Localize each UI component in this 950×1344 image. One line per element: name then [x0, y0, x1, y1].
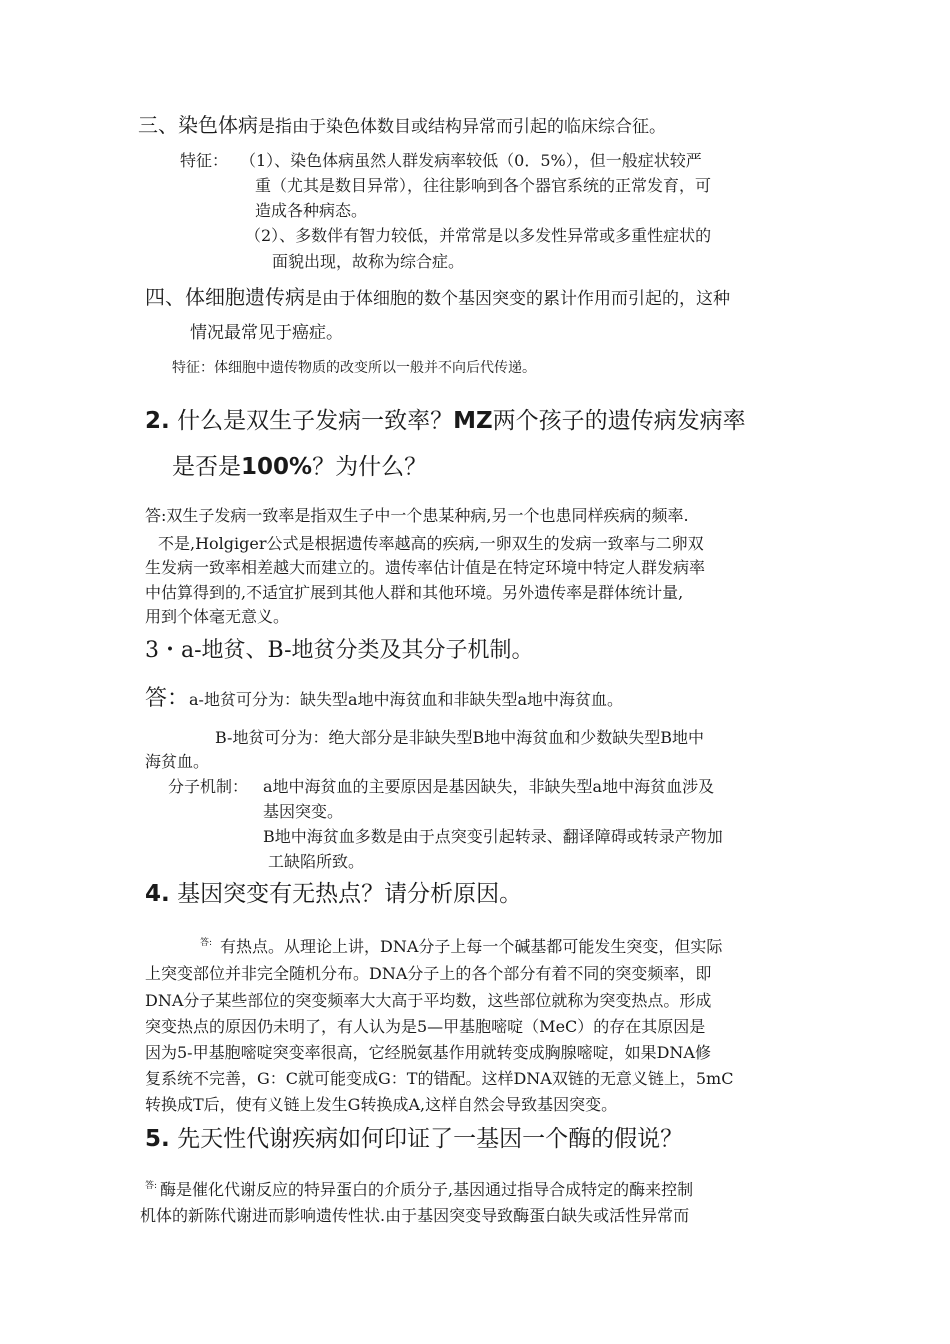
question-2-title-part-c: 两个孩子的遗传病发病率: [492, 408, 746, 434]
question-4-answer-line-3: DNA分子某些部位的突变频率大大高于平均数，这些部位就称为突变热点。形成: [145, 991, 712, 1010]
question-3-title: 3・a-地贫、B-地贫分类及其分子机制。: [145, 638, 534, 663]
question-5-answer-mark: 答:: [145, 1181, 158, 1191]
question-4-answer-mark: 答:: [200, 938, 213, 948]
section-4-desc-line-2: 情况最常见于癌症。: [190, 323, 343, 343]
question-2-answer-line-5: 用到个体毫无意义。: [145, 607, 290, 626]
question-4-answer-line-7: 转换成T后，使有义链上发生G转换成A,这样自然会导致基因突变。: [145, 1095, 618, 1114]
question-2-answer-line-1: 答:双生子发病一致率是指双生子中一个患某种病,另一个也患同样疾病的频率.: [145, 506, 689, 525]
question-3-answer-line-1: [145, 688, 623, 710]
question-3-mechanism-alpha-line-1: a地中海贫血的主要原因是基因缺失，非缺失型a地中海贫血涉及: [263, 777, 715, 796]
question-4-title-line: [145, 883, 522, 906]
question-2-title-100pct: 100%: [241, 454, 313, 480]
question-5-answer-line-2: 机体的新陈代谢进而影响遗传性状.由于基因突变导致酶蛋白缺失或活性异常而: [140, 1206, 690, 1225]
question-2-answer-line-2: 不是,Holgiger公式是根据遗传率越高的疾病,一卵双生的发病一致率与二卵双: [158, 534, 704, 553]
section-3-feature-1-line-1: （1）、染色体病虽然人群发病率较低（0．5%），但一般症状较严: [240, 151, 702, 170]
question-5-title: 先天性代谢疾病如何印证了一基因一个酶的假说？: [177, 1126, 684, 1152]
section-3-desc: 是指由于染色体数目或结构异常而引起的临床综合征。: [258, 117, 666, 137]
section-3-feature-2-line-1: （2）、多数伴有智力较低，并常常是以多发性异常或多重性症状的: [245, 226, 712, 245]
question-3-alpha-classification: a-地贫可分为：缺失型a地中海贫血和非缺失型a地中海贫血。: [189, 690, 624, 709]
question-2-title-line-2: [172, 456, 427, 479]
question-5-answer-line-1: 酶是催化代谢反应的特异蛋白的介质分子,基因通过指导合成特定的酶来控制: [160, 1180, 694, 1199]
question-3-beta-line-1: B-地贫可分为：绝大部分是非缺失型B地中海贫血和少数缺失型B地中: [215, 728, 704, 747]
question-2-title-part-a: 什么是双生子发病一致率？: [177, 408, 454, 434]
question-3-mechanism-beta-line-2: 工缺陷所致。: [268, 852, 365, 871]
question-4-answer-line-4: 突变热点的原因仍未明了，有人认为是5—甲基胞嘧啶（MeC）的存在其原因是: [145, 1017, 706, 1036]
question-2-answer-line-3: 生发病一致率相差越大而建立的。遗传率估计值是在特定环境中特定人群发病率: [145, 558, 706, 577]
section-3-feature-1-line-3: 造成各种病态。: [255, 201, 368, 220]
question-2-title-line-2-a: 是否是: [172, 454, 241, 480]
section-4-heading: [145, 287, 730, 308]
question-2-title-line-2-c: ？为什么？: [312, 454, 428, 480]
question-3-mechanism-beta-line-1: B地中海贫血多数是由于点突变引起转录、翻译障碍或转录产物加: [263, 827, 723, 846]
question-4-title: 基因突变有无热点？请分析原因。: [177, 881, 523, 907]
section-3-feature-2-line-2: 面貌出现，故称为综合症。: [272, 252, 465, 271]
question-3-beta-line-2: 海贫血。: [145, 752, 210, 771]
question-4-answer-line-1: 有热点。从理论上讲，DNA分子上每一个碱基都可能发生突变，但实际: [220, 937, 723, 956]
section-3-heading: [138, 115, 666, 136]
question-5-title-line: [145, 1128, 683, 1151]
question-4-answer-line-2: 上突变部位并非完全随机分布。DNA分子上的各个部分有着不同的突变频率，即: [145, 964, 712, 983]
question-4-answer-line-6: 复系统不完善，G：C就可能变成G：T的错配。这样DNA双链的无意义链上，5mC: [145, 1069, 734, 1088]
section-4-title: 四、体细胞遗传病: [145, 285, 305, 309]
question-4-number: 4.: [145, 881, 170, 907]
question-2-title-mz: MZ: [453, 408, 493, 434]
question-3-mechanism-alpha-line-2: 基因突变。: [263, 802, 344, 821]
question-2-number: 2.: [145, 408, 170, 434]
section-3-feature-label: 特征：: [180, 151, 229, 170]
section-3-feature-1-line-2: 重（尤其是数目异常），往往影响到各个器官系统的正常发育，可: [255, 176, 712, 195]
question-3-mechanism-label: 分子机制：: [168, 777, 249, 796]
section-4-desc-line-1: 是由于体细胞的数个基因突变的累计作用而引起的，这种: [305, 289, 730, 309]
question-5-number: 5.: [145, 1126, 170, 1152]
section-4-feature: 特征：体细胞中遗传物质的改变所以一般并不向后代传递。: [172, 360, 536, 376]
question-3-answer-label: 答：: [145, 686, 190, 711]
question-2-answer-line-4: 中估算得到的,不适宜扩展到其他人群和其他环境。另外遗传率是群体统计量,: [145, 583, 684, 602]
question-2-title-line-1: [145, 410, 746, 433]
section-3-title: 三、染色体病: [138, 113, 258, 137]
question-4-answer-line-5: 因为5-甲基胞嘧啶突变率很高，它经脱氨基作用就转变成胸腺嘧啶，如果DNA修: [145, 1043, 711, 1062]
